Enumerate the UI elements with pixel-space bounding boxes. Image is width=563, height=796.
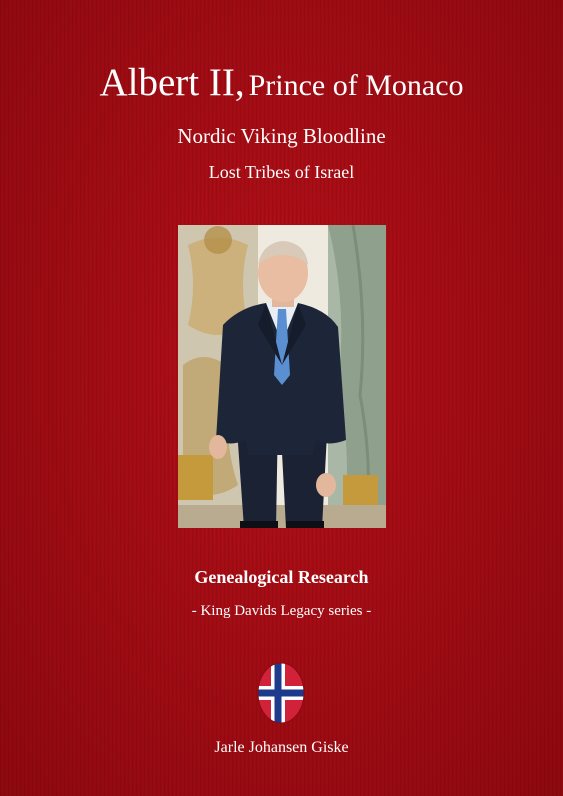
subtitle-lost-tribes: Lost Tribes of Israel (208, 162, 355, 182)
book-title (0, 60, 563, 105)
cover-portrait-photo (178, 225, 386, 528)
norway-flag-icon (257, 662, 305, 724)
author-name: Jarle Johansen Giske (214, 739, 349, 756)
book-title-sub: Prince of Monaco (248, 69, 464, 102)
series-label: - King Davids Legacy series - (191, 603, 372, 619)
book-title-main: Albert II, (99, 61, 245, 104)
subtitle-bloodline: Nordic Viking Bloodline (177, 124, 386, 148)
genealogical-research-label: Genealogical Research (194, 567, 369, 587)
